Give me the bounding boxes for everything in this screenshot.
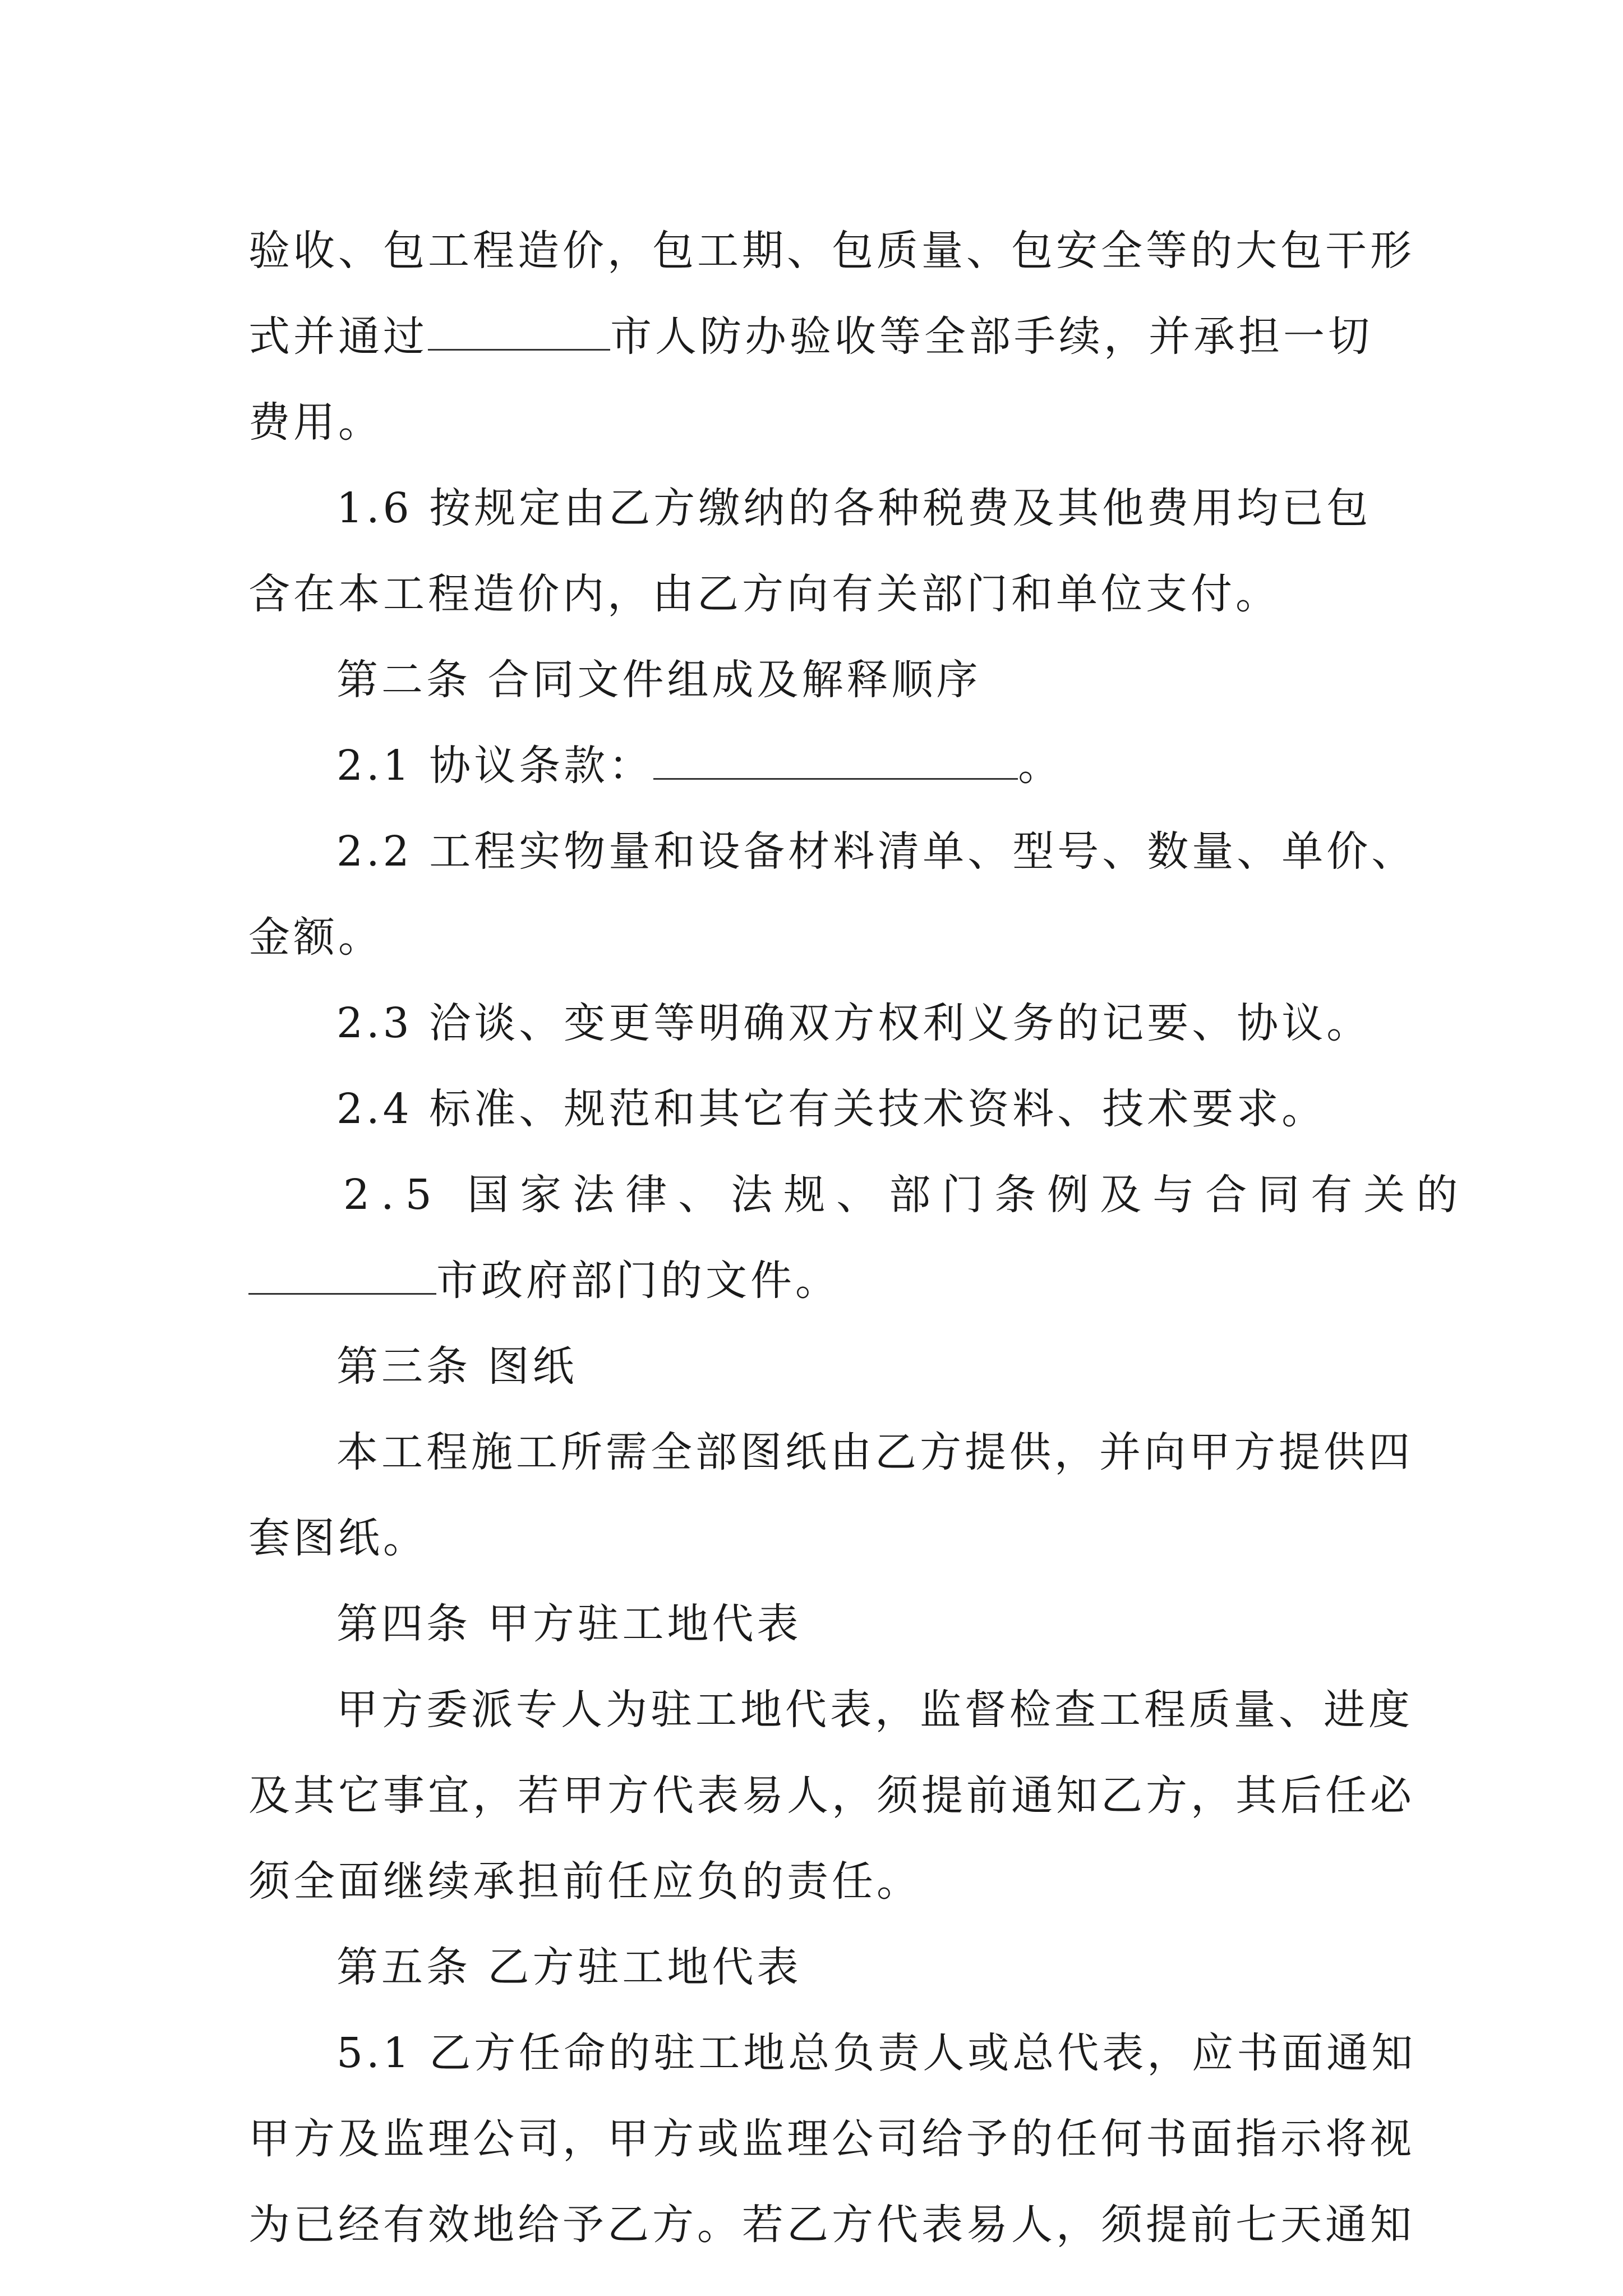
body-line: 本工程施工所需全部图纸由乙方提供，并向甲方提供四: [336, 1428, 1413, 1476]
line-text-before-blank: 2.1 协议条款：: [336, 742, 654, 790]
article-heading-3: 第三条 图纸: [336, 1342, 578, 1391]
body-line: 及其它事宜，若甲方代表易人，须提前通知乙方，其后任必: [248, 1772, 1415, 1820]
body-line: 含在本工程造价内，由乙方向有关部门和单位支付。: [248, 570, 1280, 618]
body-line: 金额。: [248, 913, 383, 961]
body-line-with-blank: [248, 1253, 1404, 1309]
fill-in-blank[interactable]: [653, 743, 1018, 780]
body-line: 验收、包工程造价，包工期、包质量、包安全等的大包干形: [248, 227, 1415, 275]
body-line: 套图纸。: [248, 1514, 428, 1562]
line-text-after-blank: 。: [1018, 742, 1063, 790]
body-line: 甲方及监理公司，甲方或监理公司给予的任何书面指示将视: [248, 2115, 1415, 2163]
article-heading-2: 第二条 合同文件组成及解释顺序: [336, 656, 981, 704]
clause-2-3: 2.3 洽谈、变更等明确双方权利义务的记要、协议。: [336, 999, 1372, 1047]
fill-in-blank[interactable]: [248, 1258, 436, 1295]
article-heading-5: 第五条 乙方驻工地代表: [336, 1943, 802, 1991]
body-line: 甲方委派专人为驻工地代表，监督检查工程质量、进度: [336, 1686, 1413, 1734]
clause-1-6: 1.6 按规定由乙方缴纳的各种税费及其他费用均已包: [336, 484, 1372, 532]
line-text-before-blank: 式并通过: [248, 312, 428, 361]
body-line: 为已经有效地给予乙方。若乙方代表易人，须提前七天通知: [248, 2201, 1415, 2249]
clause-2-4: 2.4 标准、规范和其它有关技术资料、技术要求。: [336, 1085, 1327, 1133]
line-text-after-blank: 市人防办验收等全部手续，并承担一切: [610, 312, 1373, 361]
body-line-with-blank: [248, 309, 1404, 365]
article-heading-4: 第四条 甲方驻工地代表: [336, 1600, 802, 1648]
body-line: 费用。: [248, 398, 383, 447]
clause-2-5: 2.5 国家法律、法规、部门条例及与合同有关的: [343, 1171, 1469, 1219]
clause-2-1: [336, 738, 1492, 794]
line-text-after-blank: 市政府部门的文件。: [436, 1257, 840, 1305]
fill-in-blank[interactable]: [428, 314, 610, 351]
body-line: 须全面继续承担前任应负的责任。: [248, 1857, 921, 1906]
clause-5-1: 5.1 乙方任命的驻工地总负责人或总代表，应书面通知: [336, 2029, 1417, 2077]
clause-2-2: 2.2 工程实物量和设备材料清单、型号、数量、单价、: [336, 827, 1417, 876]
